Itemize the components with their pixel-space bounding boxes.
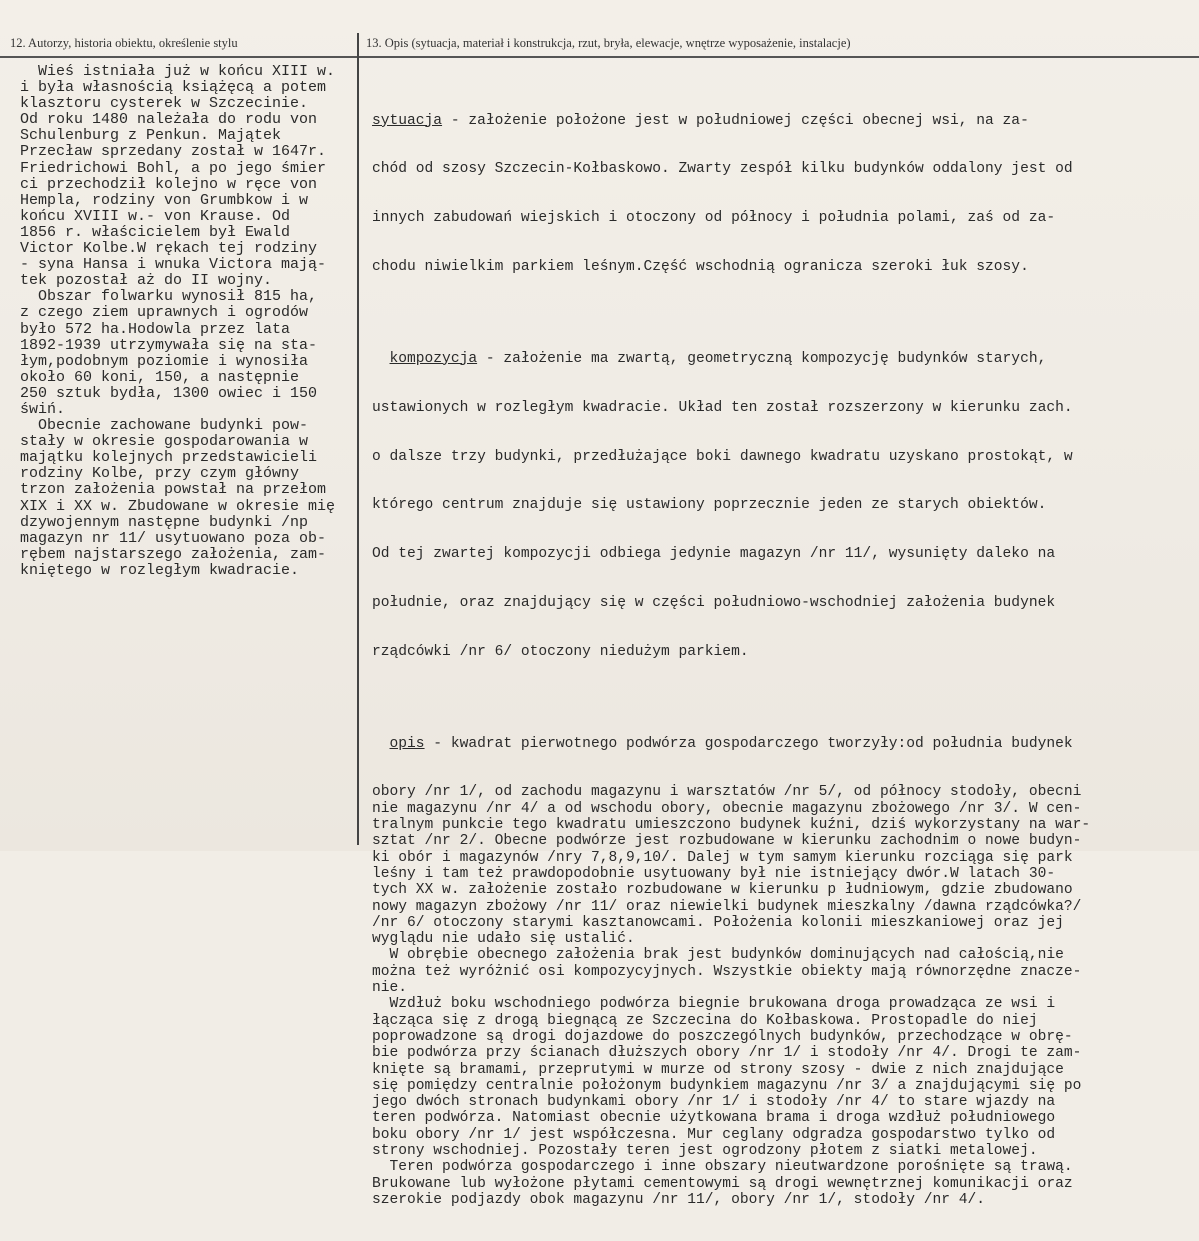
header-divider	[0, 56, 1199, 58]
text-line: innych zabudowań wiejskich i otoczony od północy i południa polami, zaś od za-	[372, 210, 1056, 227]
history-line: 1856 r. właścicielem był Ewald	[20, 223, 291, 241]
text-line: nie magazynu /nr 4/ a od wschodu obory, obecnie magazynu zbożowego /nr 3/. W cen-	[372, 800, 1082, 817]
history-line: majątku kolejnych przedstawicieli	[20, 449, 318, 467]
text-line: południe, oraz znajdujący się w części południowo-wschodniej założenia budynek	[372, 595, 1056, 612]
kompozycja-heading: kompozycja	[389, 350, 478, 367]
history-line: końcu XVIII w.- von Krause. Od	[20, 207, 291, 225]
history-line: łym,podobnym poziomie i wynosiła	[20, 352, 309, 370]
text-line: rządcówki /nr 6/ otoczony niedużym parkiem.	[372, 644, 749, 661]
section-12-header: 12. Autorzy, historia obiektu, określenie stylu	[10, 36, 238, 50]
description-column	[372, 80, 1194, 1241]
history-line: 250 sztuk bydła, 1300 owiec i 150	[20, 384, 318, 402]
text-line: leśny i tam też prawdopodobnie usytuowany był nie istniejący dwór.W latach 30-	[372, 865, 1056, 882]
text-line: się pomiędzy centralnie położonym budynkiem magazynu /nr 3/ a znajdującymi się po	[372, 1077, 1082, 1094]
opis-line: opis - kwadrat pierwotnego podwórza gospodarczego tworzyły:od południa budynek	[389, 735, 1073, 752]
history-line: około 60 koni, 150, a następnie	[20, 368, 300, 386]
text-line: teren podwórza. Natomiast obecnie użytkowana brama i droga wzdłuż południowego	[372, 1110, 1056, 1127]
history-line: Wieś istniała już w końcu XIII w.	[20, 63, 336, 80]
history-line: ci przechodził kolejno w ręce von	[20, 175, 318, 193]
history-line: Obszar folwarku wynosił 815 ha,	[20, 288, 318, 306]
text-line: bie podwórza przy ścianach dłuższych obory /nr 1/ i stodoły /nr 4/. Drogi te zam-	[372, 1045, 1082, 1062]
text-line: można też wyróżnić osi kompozycyjnych. Wszystkie obiekty mają równorzędne znacze-	[372, 963, 1082, 980]
history-line: 1892-1939 utrzymywała się na sta-	[20, 336, 318, 354]
text-line: knięte są bramami, przeprutymi w murze od strony szosy - dwie z nich znajdujące	[372, 1061, 1064, 1078]
history-line: kniętego w rozległym kwadracie.	[20, 561, 300, 579]
history-line: Victor Kolbe.W rękach tej rodziny	[20, 240, 318, 258]
history-line: było 572 ha.Hodowla przez lata	[20, 320, 291, 338]
history-line: Hempla, rodziny von Grumbkow i w	[20, 191, 309, 209]
history-line: trzon założenia powstał na przełom	[20, 481, 327, 499]
history-line: i była własnością książęcą a potem	[20, 79, 327, 97]
text-line: szerokie podjazdy obok magazynu /nr 11/, obory /nr 1/, stodoły /nr 4/.	[372, 1191, 986, 1208]
paragraph-gap	[372, 693, 1194, 703]
text-line: którego centrum znajduje się ustawiony poprzecznie jeden ze starych obiektów.	[372, 497, 1047, 514]
text-line: obory /nr 1/, od zachodu magazynu i warsztatów /nr 5/, od północy stodoły, obecni	[372, 784, 1082, 801]
opis-heading: opis	[389, 735, 425, 752]
text-line: tych XX w. założenie zostało rozbudowane w kierunku p łudniowym, gdzie zbudowano	[372, 882, 1073, 899]
paragraph-gap	[372, 308, 1194, 318]
history-line: magazyn nr 11/ usytuowano poza ob-	[20, 529, 327, 547]
opis-body	[372, 784, 1194, 1208]
text-line: wyglądu nie udało się ustalić.	[372, 931, 635, 948]
text-line: boku obory /nr 1/ jest współczesna. Mur ceglany odgradza gospodarstwo tylko od	[372, 1126, 1056, 1143]
kompozycja-line: kompozycja - założenie ma zwartą, geometryczną kompozycję budynków starych,	[389, 350, 1047, 367]
history-line: rębem najstarszego założenia, zam-	[20, 545, 327, 563]
text-line: Od tej zwartej kompozycji odbiega jedynie magazyn /nr 11/, wysunięty daleko na	[372, 546, 1056, 563]
text-line: strony wschodniej. Pozostały teren jest ogrodzony płotem z siatki metalowej.	[372, 1143, 1038, 1159]
history-line: stały w okresie gospodarowania w	[20, 433, 309, 451]
text-line: nowy magazyn zbożowy /nr 11/ oraz niewielki budynek mieszkalny /dawna rządcówka?/	[372, 898, 1082, 915]
sytuacja-heading: sytuacja	[372, 112, 443, 129]
history-line: rodziny Kolbe, przy czym główny	[20, 465, 300, 483]
text-line: W obrębie obecnego założenia brak jest budynków dominujących nad całością,nie	[372, 947, 1064, 964]
text-line: /nr 6/ otoczony starymi kasztanowcami. Położenia kolonii mieszkaniowej oraz jej	[372, 914, 1064, 931]
text-line: łącząca się z drogą biegnącą ze Szczecina do Kołbaskowa. Prostopadle do niej	[372, 1012, 1038, 1029]
text-line: Teren podwórza gospodarczego i inne obszary nieutwardzone porośnięte są trawą.	[372, 1159, 1073, 1176]
text-line: nie.	[372, 980, 408, 997]
history-line: XIX i XX w. Zbudowane w okresie mię	[20, 497, 336, 515]
history-line: świń.	[20, 400, 66, 418]
text-line: o dalsze trzy budynki, przedłużające boki dawnego kwadratu uzyskano prostokąt, w	[372, 448, 1073, 465]
history-column	[20, 64, 360, 579]
history-line: dzywojennym następne budynki /np	[20, 513, 309, 531]
history-line: klasztoru cysterek w Szczecinie.	[20, 95, 309, 113]
history-line: z czego ziem uprawnych i ogrodów	[20, 304, 309, 322]
text-line: chodu niwielkim parkiem leśnym.Część wschodnią ogranicza szeroki łuk szosy.	[372, 259, 1029, 276]
text-line: jego dwóch stronach budynkami obory /nr 1/ i stodoły /nr 4/ to stare wjazdy na	[372, 1094, 1056, 1111]
text-line: sztat /nr 2/. Obecne podwórze jest rozbudowane w kierunku zachodnim o nowe budyn-	[372, 833, 1082, 850]
text-line: Brukowane lub wyłożone płytami cementowymi są drogi wewnętrznej komunikacji oraz	[372, 1175, 1073, 1192]
history-line: Przecław sprzedany został w 1647r.	[20, 143, 327, 161]
text-line: chód od szosy Szczecin-Kołbaskowo. Zwarty zespół kilku budynków oddalony jest od	[372, 161, 1073, 178]
history-line: - syna Hansa i wnuka Victora mają-	[20, 256, 327, 274]
text-line: poprowadzone są drogi dojazdowe do poszczególnych budynków, przechodzące w obrę-	[372, 1028, 1073, 1045]
sytuacja-line: sytuacja - założenie położone jest w południowej części obecnej wsi, na za-	[372, 112, 1029, 129]
history-line: Friedrichowi Bohl, a po jego śmier	[20, 159, 327, 177]
history-line: Schulenburg z Penkun. Majątek	[20, 127, 282, 145]
section-13-header: 13. Opis (sytuacja, materiał i konstrukcja, rzut, bryła, elewacje, wnętrze wyposażenie, instalacje)	[366, 36, 851, 50]
history-line: tek pozostał aż do II wojny.	[20, 272, 273, 290]
history-line: Od roku 1480 należała do rodu von	[20, 111, 318, 129]
text-line: tralnym punkcie tego kwadratu umieszczono budynek kuźni, dziś wykorzystany na war-	[372, 817, 1091, 834]
history-line: Obecnie zachowane budynki pow-	[20, 417, 309, 435]
text-line: ki obór i magazynów /nry 7,8,9,10/. Dalej w tym samym kierunku rozciąga się park	[372, 849, 1073, 866]
text-line: Wzdłuż boku wschodniego podwórza biegnie brukowana droga prowadząca ze wsi i	[372, 996, 1056, 1013]
text-line: ustawionych w rozległym kwadracie. Układ ten został rozszerzony w kierunku zach.	[372, 399, 1073, 416]
